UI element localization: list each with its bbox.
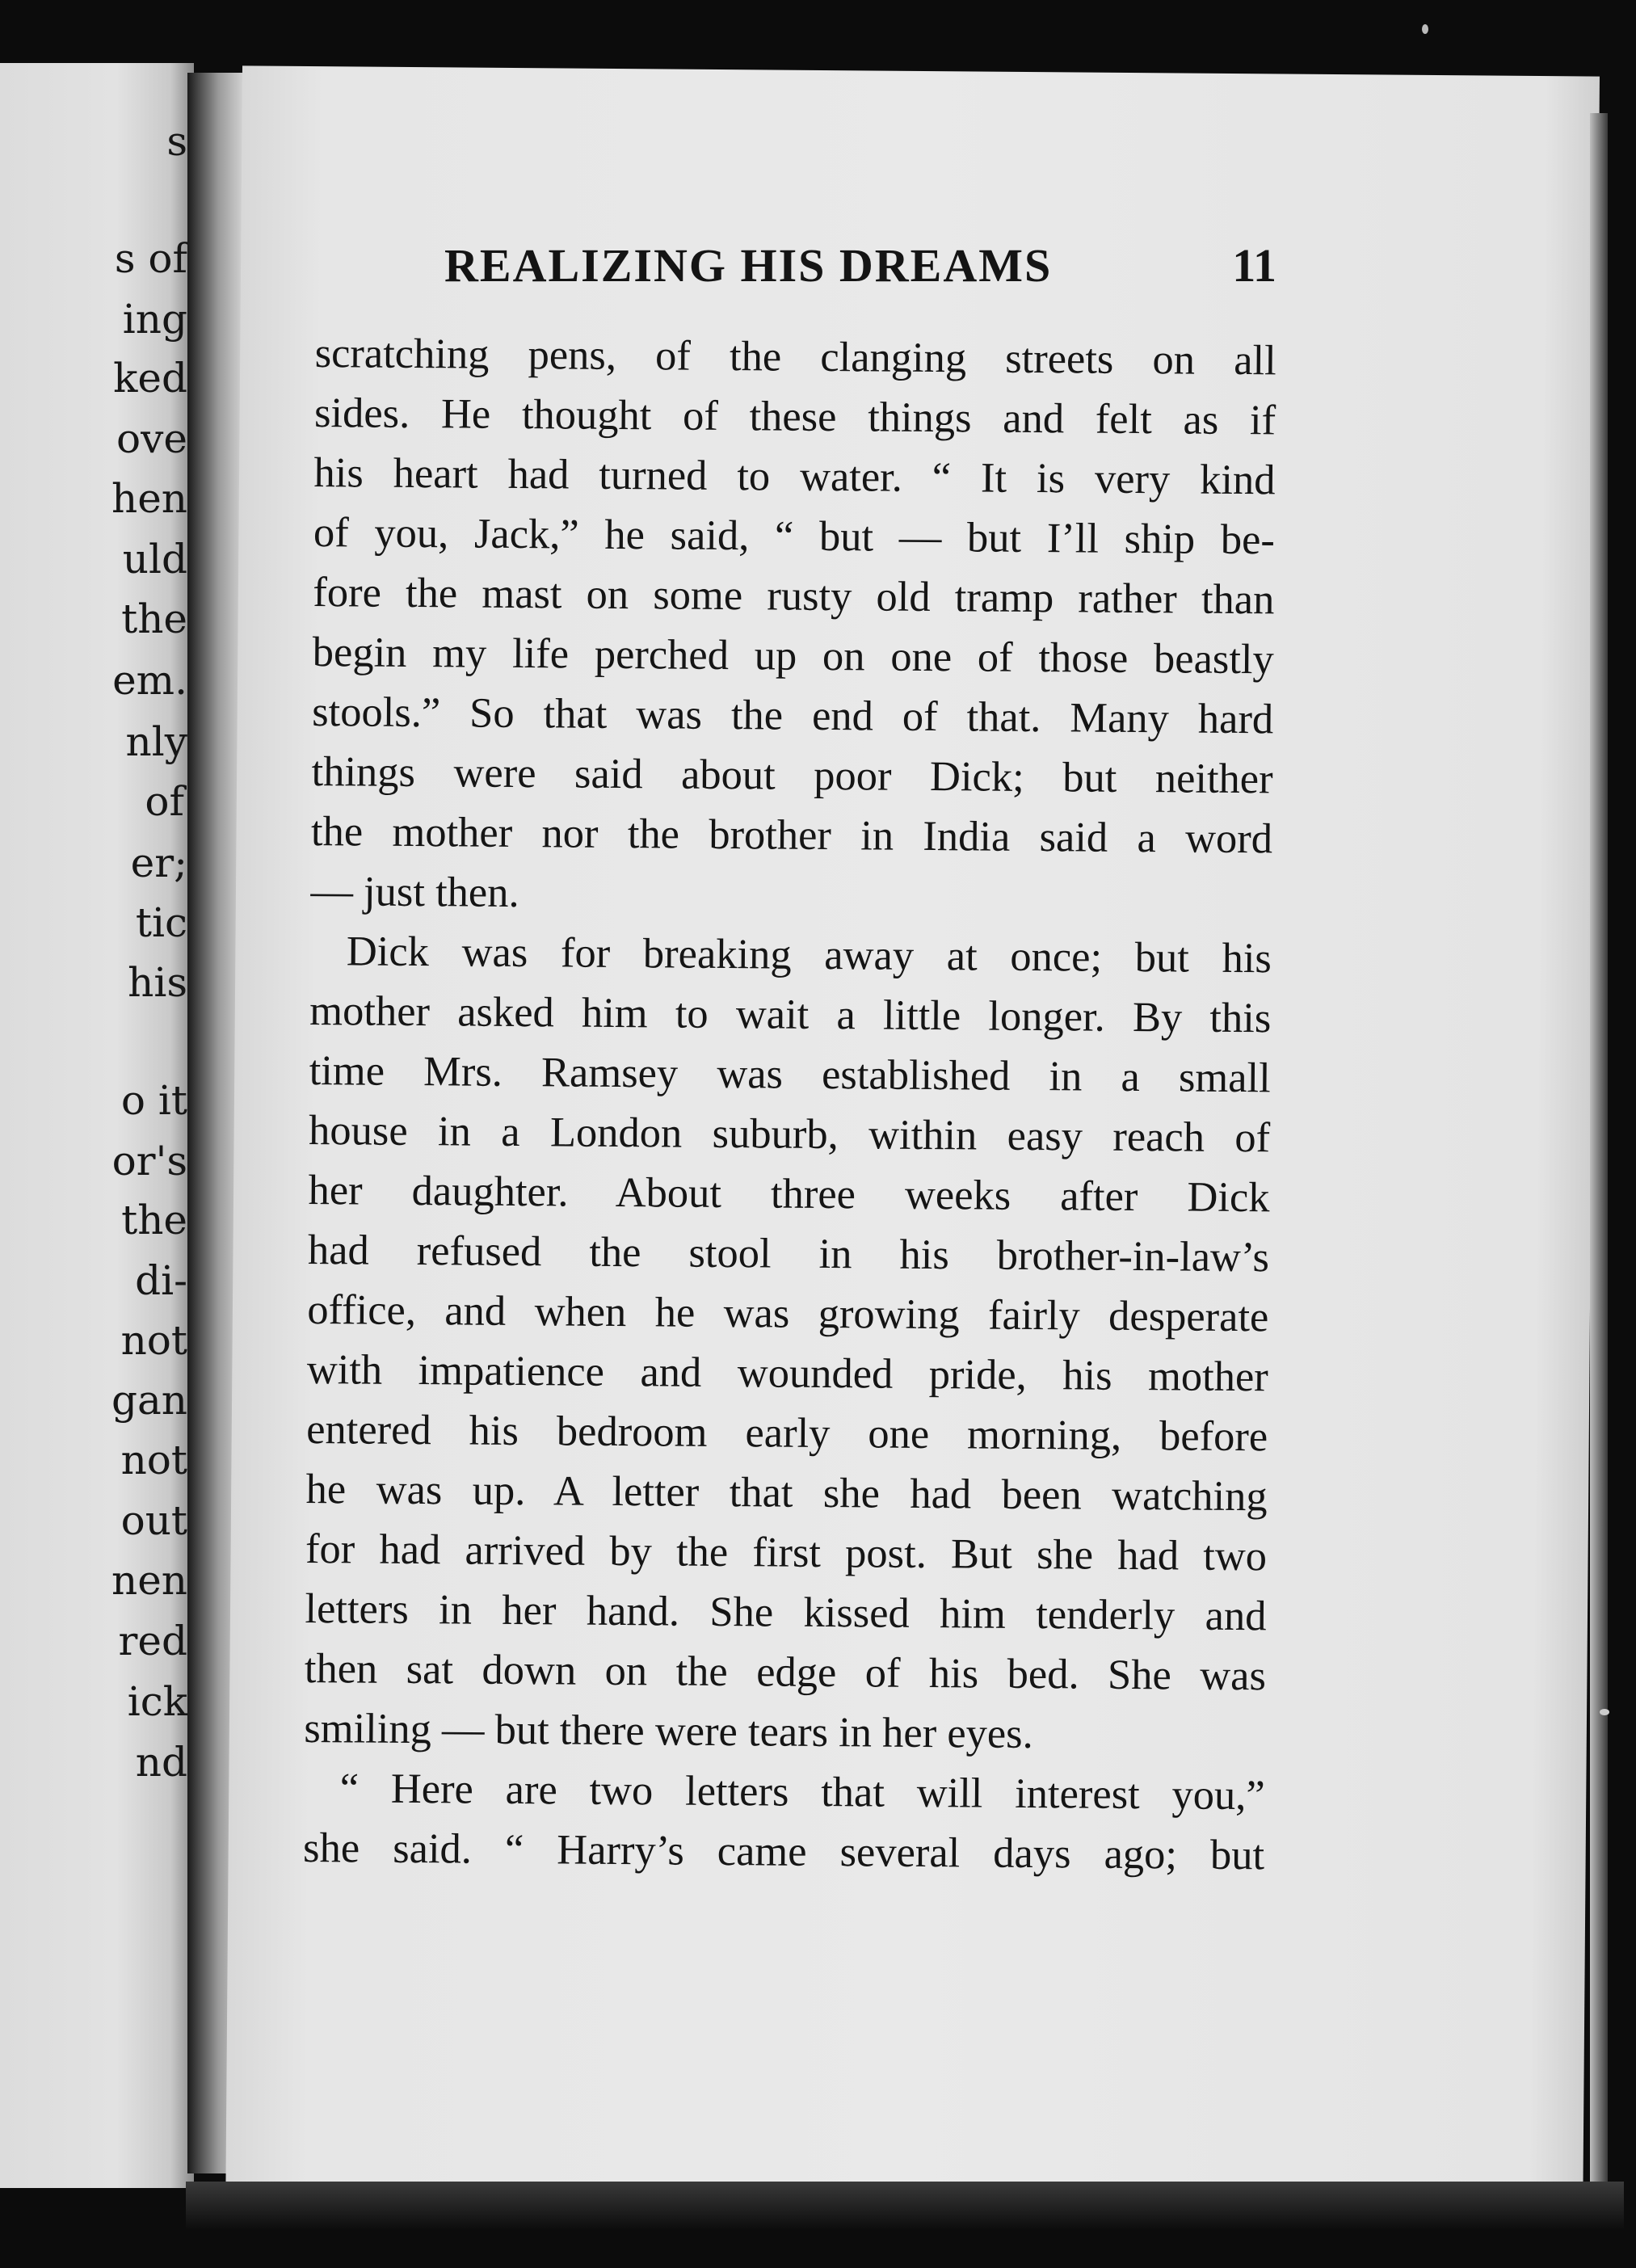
text-line: she said. “ Harry’s came several days ago; but <box>302 1824 1265 1879</box>
previous-page-fragment: ove <box>116 415 187 462</box>
previous-page-fragment: or's <box>111 1138 187 1184</box>
previous-page-fragment: ked <box>113 355 187 402</box>
paragraph <box>304 921 1272 1765</box>
previous-page-fragment: out <box>120 1497 187 1544</box>
text-line: he was up. A letter that she had been watching <box>305 1465 1268 1521</box>
previous-page-text-fragments <box>0 63 187 2188</box>
page-body-text <box>303 323 1276 1885</box>
text-line: Dick was for breaking away at once; but his <box>346 928 1272 983</box>
text-line: with impatience and wounded pride, his mother <box>306 1345 1269 1401</box>
text-line: fore the mast on some rusty old tramp rather than <box>313 568 1275 624</box>
text-line: smiling — but there were tears in her eyes. <box>304 1704 1033 1758</box>
text-line: her daughter. About three weeks after Dick <box>308 1166 1270 1222</box>
previous-page-fragment: nd <box>135 1739 187 1786</box>
page-edge <box>1590 113 1608 2214</box>
text-line: for had arrived by the first post. But she had two <box>305 1525 1268 1580</box>
previous-page-fragment: ick <box>127 1678 187 1725</box>
previous-page-fragment: red <box>118 1618 187 1664</box>
previous-page-fragment: nly <box>125 718 187 765</box>
text-line: stools.” So that was the end of that. Many hard <box>311 688 1274 743</box>
previous-page-fragment: hen <box>111 475 187 522</box>
paragraph <box>303 1758 1265 1885</box>
previous-page-fragment: s of <box>114 235 187 282</box>
text-line: — just then. <box>310 867 519 917</box>
text-line: scratching pens, of the clanging streets on all <box>314 329 1276 385</box>
page-header <box>444 239 1276 307</box>
text-line: entered his bedroom early one morning, before <box>306 1405 1268 1461</box>
previous-page-fragment: tic <box>135 899 187 946</box>
running-head: REALIZING HIS DREAMS <box>444 239 1053 292</box>
text-line: of you, Jack,” he said, “ but — but I’ll ship be- <box>313 508 1276 564</box>
paragraph <box>310 323 1276 928</box>
previous-page-fragment: his <box>128 959 187 1006</box>
text-line: house in a London suburb, within easy reach of <box>308 1106 1271 1162</box>
previous-page-fragment: uld <box>122 536 187 583</box>
previous-page-fragment: the <box>121 595 187 642</box>
text-line: then sat down on the edge of his bed. She was <box>304 1644 1267 1700</box>
text-line: his heart had turned to water. “ It is very kind <box>313 448 1276 504</box>
text-line: begin my life perched up on one of those beastly <box>312 628 1274 684</box>
scan-speck <box>1600 1709 1609 1715</box>
previous-page-fragment: em. <box>112 657 187 704</box>
previous-page-fragment: not <box>120 1317 187 1364</box>
text-line: the mother nor the brother in India said a word <box>310 807 1273 863</box>
previous-page-fragment: not <box>120 1437 187 1483</box>
previous-page-fragment: di- <box>135 1257 187 1304</box>
page-number: 11 <box>1232 239 1276 292</box>
previous-page-fragment: nen <box>111 1557 187 1604</box>
text-line: time Mrs. Ramsey was established in a small <box>309 1046 1271 1102</box>
previous-page-fragment: ing <box>122 296 187 343</box>
previous-page-fragment: s <box>166 118 187 165</box>
text-line: had refused the stool in his brother-in-law’s <box>307 1226 1270 1281</box>
text-line: letters in her hand. She kissed him tenderly and <box>305 1584 1267 1640</box>
page-bottom-shadow <box>186 2182 1624 2230</box>
previous-page-fragment: o it <box>120 1077 187 1124</box>
previous-page-fragment: er; <box>130 839 187 886</box>
previous-page <box>0 63 194 2188</box>
previous-page-fragment: of <box>145 778 184 825</box>
previous-page-fragment: gan <box>111 1377 187 1424</box>
scan-speck <box>1422 24 1428 34</box>
previous-page-fragment: the <box>121 1197 187 1243</box>
text-line: sides. He thought of these things and felt as if <box>313 389 1276 444</box>
text-line: mother asked him to wait a little longer. By this <box>309 987 1272 1042</box>
text-line: office, and when he was growing fairly desperate <box>307 1285 1269 1341</box>
text-line: “ Here are two letters that will interest you,” <box>339 1765 1265 1820</box>
text-line: things were said about poor Dick; but neither <box>311 747 1273 803</box>
